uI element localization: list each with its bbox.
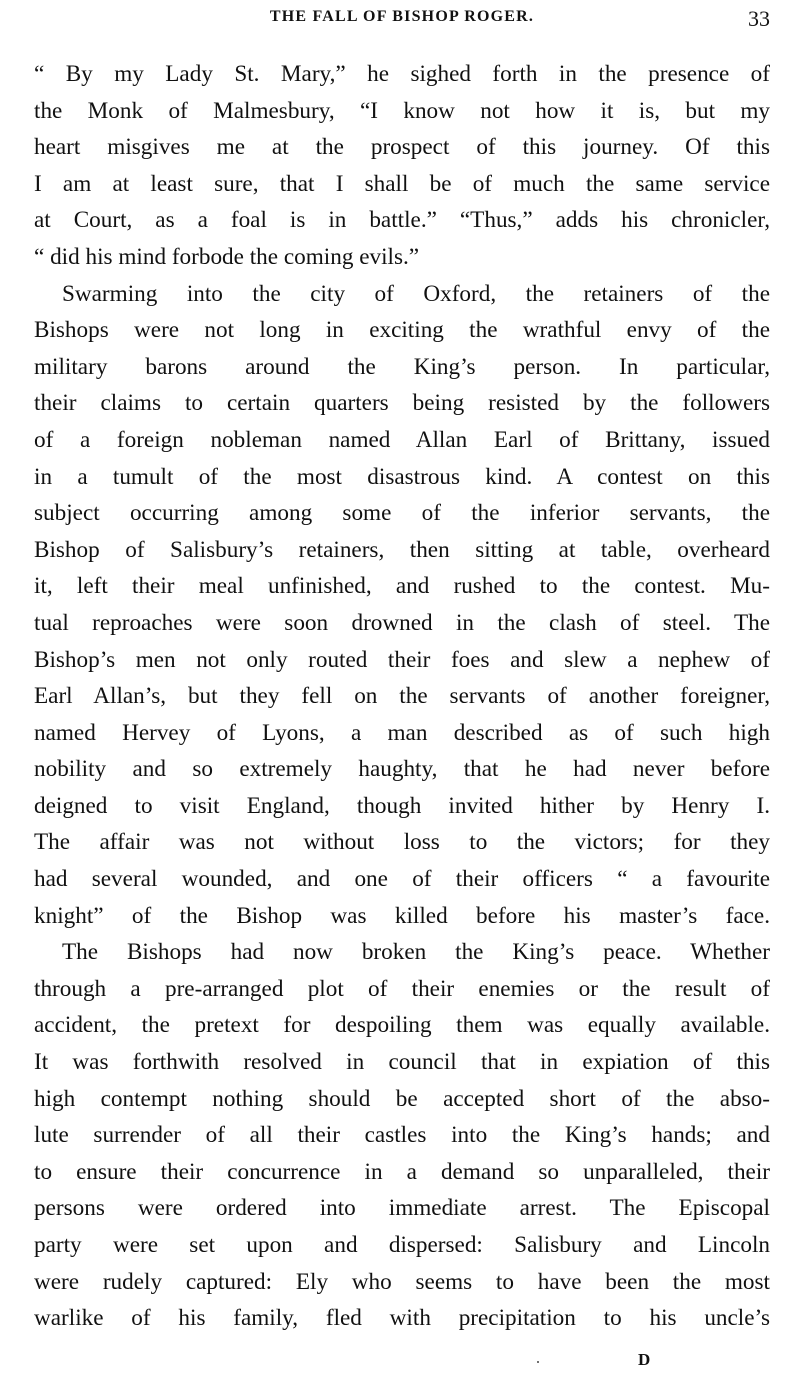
text-line: The Bishops had now broken the King’s peace. Whether: [62, 939, 770, 966]
text-line: subject occurring among some of the inferior servants, the: [34, 500, 770, 527]
text-line: The affair was not without loss to the victors; for they: [34, 829, 770, 856]
signature-mark: D: [638, 1350, 651, 1369]
running-head: [34, 6, 770, 34]
text-line: Bishops were not long in exciting the wrathful envy of the: [34, 317, 770, 344]
text-line: were rudely captured: Ely who seems to have been the most: [34, 1268, 770, 1295]
text-line: deigned to visit England, though invited hither by Henry I.: [34, 792, 770, 819]
text-line: lute surrender of all their castles into the King’s hands; and: [34, 1122, 770, 1149]
text-line: It was forthwith resolved in council that in expiation of this: [34, 1049, 770, 1076]
text-line: warlike of his family, fled with precipitation to his uncle’s: [34, 1305, 770, 1332]
text-line: party were set upon and dispersed: Salisbury and Lincoln: [34, 1232, 770, 1258]
body-text: [34, 56, 770, 1337]
text-line: Earl Allan’s, but they fell on the servants of another foreigner,: [34, 683, 770, 710]
paragraph: [34, 276, 770, 935]
text-line: heart misgives me at the prospect of this journey. Of this: [34, 134, 770, 161]
text-line: knight” of the Bishop was killed before his master’s face.: [34, 902, 770, 929]
text-line: accident, the pretext for despoiling them was equally available.: [34, 1012, 770, 1039]
text-line: persons were ordered into immediate arrest. The Episcopal: [34, 1195, 770, 1222]
page-number: 33: [748, 6, 770, 31]
text-line: nobility and so extremely haughty, that he had never before: [34, 756, 770, 783]
text-line: in a tumult of the most disastrous kind. A contest on this: [34, 463, 770, 490]
text-line: military barons around the King’s person. In particular,: [34, 353, 770, 380]
text-line: Bishop of Salisbury’s retainers, then sitting at table, overheard: [34, 536, 770, 563]
text-line: at Court, as a foal is in battle.” “Thus,” adds his chronicler,: [34, 207, 770, 234]
text-line: high contempt nothing should be accepted short of the abso-: [34, 1085, 770, 1112]
text-line: their claims to certain quarters being resisted by the followers: [34, 390, 770, 417]
paragraph: [34, 56, 770, 276]
text-line: named Hervey of Lyons, a man described as of such high: [34, 719, 770, 746]
text-line: I am at least sure, that I shall be of much the same service: [34, 170, 770, 197]
text-line: it, left their meal unfinished, and rushed to the contest. Mu-: [34, 573, 770, 600]
text-line: Bishop’s men not only routed their foes and slew a nephew of: [34, 646, 770, 673]
text-line: “ By my Lady St. Mary,” he sighed forth in the presence of: [34, 61, 770, 87]
text-line: through a pre-arranged plot of their enemies or the result of: [34, 975, 770, 1002]
text-line: of a foreign nobleman named Allan Earl of Brittany, issued: [34, 426, 770, 453]
paragraph: [34, 934, 770, 1337]
text-line: tual reproaches were soon drowned in the clash of steel. The: [34, 609, 770, 636]
ink-speck: [537, 1361, 539, 1363]
text-line: the Monk of Malmesbury, “I know not how it is, but my: [34, 97, 770, 124]
text-line: to ensure their concurrence in a demand so unparalleled, their: [34, 1158, 770, 1185]
text-line: had several wounded, and one of their officers “ a favourite: [34, 866, 770, 893]
text-line: “ did his mind forbode the coming evils.”: [34, 243, 420, 270]
text-line: Swarming into the city of Oxford, the retainers of the: [62, 280, 770, 307]
running-title: THE FALL OF BISHOP ROGER.: [269, 8, 535, 25]
